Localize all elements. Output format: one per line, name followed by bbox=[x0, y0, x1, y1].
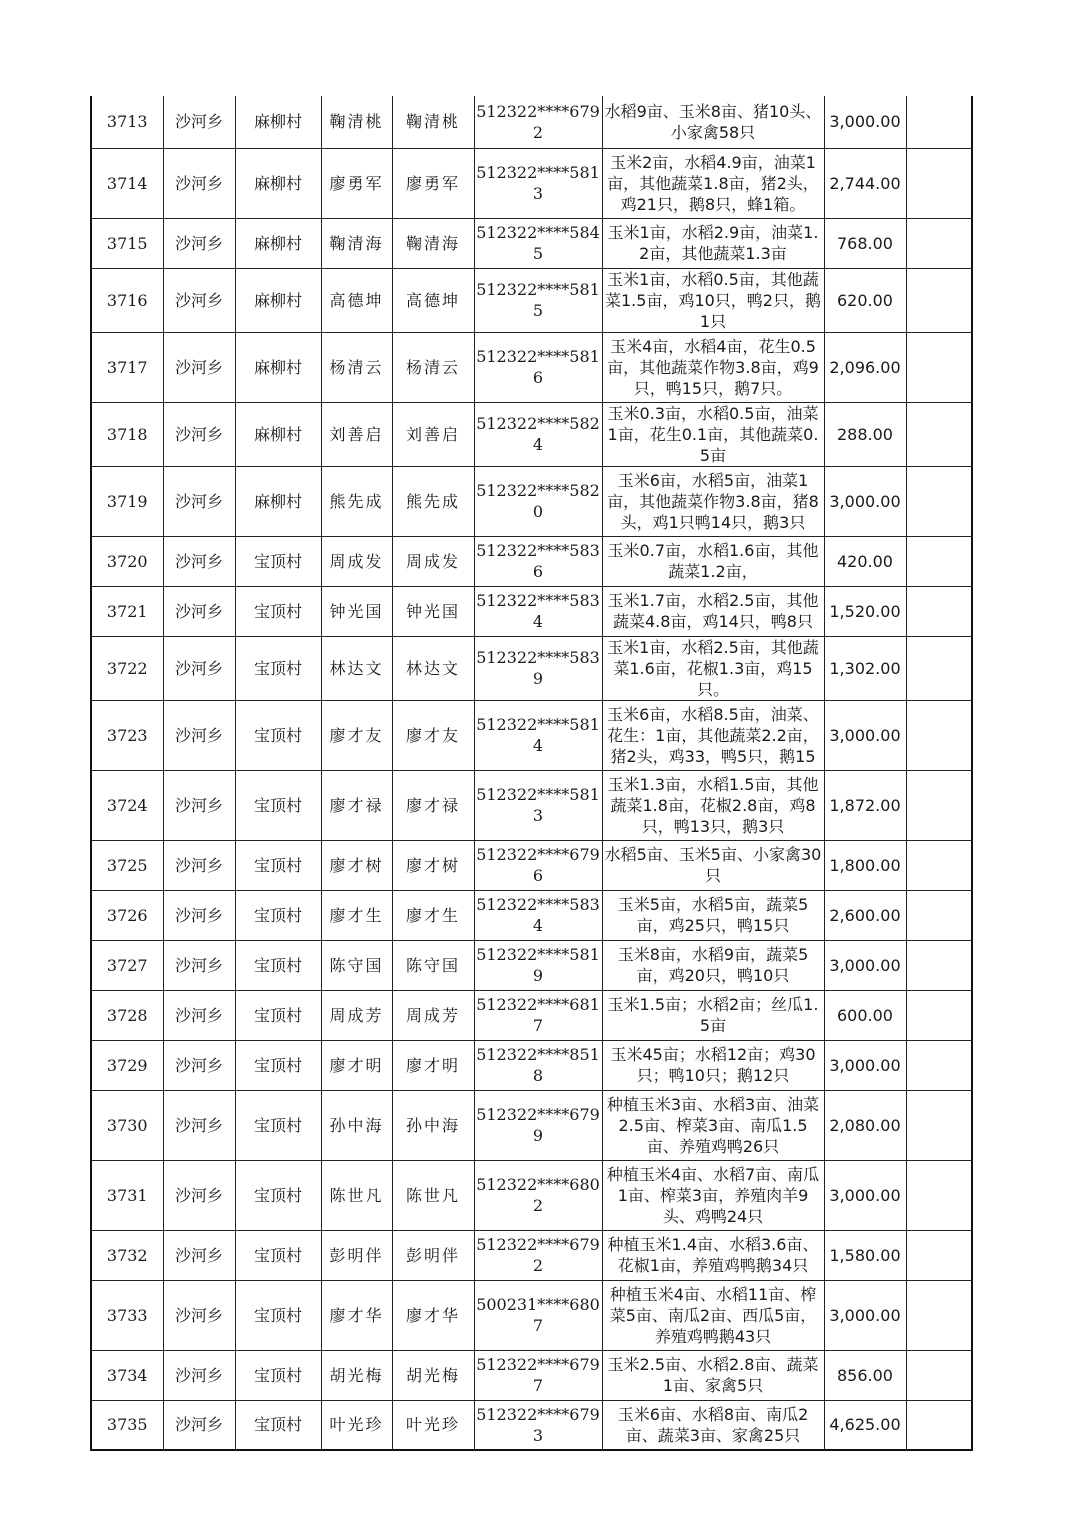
row-number: 3734 bbox=[91, 1350, 163, 1400]
township-cell: 沙河乡 bbox=[163, 1350, 235, 1400]
production-description-cell bbox=[602, 940, 824, 990]
row-number: 3729 bbox=[91, 1040, 163, 1090]
production-description-text: 玉米1亩，水稻2.9亩，油菜1.2亩，其他蔬菜1.3亩 bbox=[607, 223, 819, 263]
row-number: 3718 bbox=[91, 402, 163, 466]
production-description-cell bbox=[602, 218, 824, 268]
id-number-cell: 512322****6817 bbox=[474, 990, 602, 1040]
subsidy-amount-cell: 3,000.00 bbox=[824, 700, 906, 770]
household-name-cell: 孙中海 bbox=[321, 1090, 392, 1160]
village-cell: 宝顶村 bbox=[235, 940, 321, 990]
payee-name-cell: 陈守国 bbox=[392, 940, 474, 990]
production-description-cell bbox=[602, 536, 824, 586]
production-description-text: 玉米1.3亩，水稻1.5亩，其他蔬菜1.8亩，花椒2.8亩，鸡8只，鸭13只，鹅3只 bbox=[607, 774, 819, 836]
remark-cell bbox=[906, 700, 972, 770]
payee-name-cell: 叶光珍 bbox=[392, 1400, 474, 1450]
household-name-cell: 廖才华 bbox=[321, 1280, 392, 1350]
remark-cell bbox=[906, 636, 972, 700]
subsidy-ledger-table bbox=[90, 96, 973, 1451]
production-description-text: 玉米6亩、水稻8亩、南瓜2亩、蔬菜3亩、家禽25只 bbox=[617, 1404, 809, 1445]
village-cell: 麻柳村 bbox=[235, 332, 321, 402]
household-name-cell: 鞠清海 bbox=[321, 218, 392, 268]
production-description-cell bbox=[602, 770, 824, 840]
remark-cell bbox=[906, 990, 972, 1040]
village-cell: 麻柳村 bbox=[235, 96, 321, 148]
village-cell: 宝顶村 bbox=[235, 770, 321, 840]
table-row bbox=[91, 700, 972, 770]
village-cell: 麻柳村 bbox=[235, 268, 321, 332]
remark-cell bbox=[906, 466, 972, 536]
village-cell: 麻柳村 bbox=[235, 466, 321, 536]
production-description-cell bbox=[602, 636, 824, 700]
table-row bbox=[91, 466, 972, 536]
id-number-cell: 512322****5813 bbox=[474, 148, 602, 218]
household-name-cell: 周成发 bbox=[321, 536, 392, 586]
remark-cell bbox=[906, 96, 972, 148]
remark-cell bbox=[906, 940, 972, 990]
payee-name-cell: 廖勇军 bbox=[392, 148, 474, 218]
table-row bbox=[91, 586, 972, 636]
village-cell: 宝顶村 bbox=[235, 636, 321, 700]
production-description-text: 玉米1亩，水稻2.5亩，其他蔬菜1.6亩，花椒1.3亩，鸡15只。 bbox=[607, 637, 819, 699]
production-description-cell bbox=[602, 1400, 824, 1450]
household-name-cell: 胡光梅 bbox=[321, 1350, 392, 1400]
production-description-cell bbox=[602, 1280, 824, 1350]
production-description-text: 玉米1亩，水稻0.5亩，其他蔬菜1.5亩，鸡10只，鸭2只，鹅1只 bbox=[605, 269, 821, 331]
remark-cell bbox=[906, 332, 972, 402]
payee-name-cell: 廖才禄 bbox=[392, 770, 474, 840]
subsidy-amount-cell: 1,580.00 bbox=[824, 1230, 906, 1280]
township-cell: 沙河乡 bbox=[163, 586, 235, 636]
payee-name-cell: 林达文 bbox=[392, 636, 474, 700]
subsidy-amount-cell: 1,302.00 bbox=[824, 636, 906, 700]
subsidy-amount-cell: 3,000.00 bbox=[824, 96, 906, 148]
remark-cell bbox=[906, 148, 972, 218]
household-name-cell: 钟光国 bbox=[321, 586, 392, 636]
remark-cell bbox=[906, 1230, 972, 1280]
id-number-cell: 512322****5845 bbox=[474, 218, 602, 268]
production-description-cell bbox=[602, 1230, 824, 1280]
household-name-cell: 廖才友 bbox=[321, 700, 392, 770]
payee-name-cell: 孙中海 bbox=[392, 1090, 474, 1160]
production-description-cell bbox=[602, 1350, 824, 1400]
id-number-cell: 512322****5820 bbox=[474, 466, 602, 536]
row-number: 3735 bbox=[91, 1400, 163, 1450]
production-description-text: 种植玉米3亩、水稻3亩、油菜2.5亩、榨菜3亩、南瓜1.5亩、养殖鸡鸭26只 bbox=[606, 1094, 820, 1156]
village-cell: 麻柳村 bbox=[235, 218, 321, 268]
township-cell: 沙河乡 bbox=[163, 840, 235, 890]
subsidy-amount-cell: 1,872.00 bbox=[824, 770, 906, 840]
household-name-cell: 廖才树 bbox=[321, 840, 392, 890]
payee-name-cell: 鞠清桃 bbox=[392, 96, 474, 148]
table-row bbox=[91, 636, 972, 700]
township-cell: 沙河乡 bbox=[163, 332, 235, 402]
village-cell: 宝顶村 bbox=[235, 536, 321, 586]
subsidy-amount-cell: 600.00 bbox=[824, 990, 906, 1040]
remark-cell bbox=[906, 1160, 972, 1230]
subsidy-amount-cell: 2,744.00 bbox=[824, 148, 906, 218]
payee-name-cell: 熊先成 bbox=[392, 466, 474, 536]
village-cell: 宝顶村 bbox=[235, 1090, 321, 1160]
payee-name-cell: 廖才生 bbox=[392, 890, 474, 940]
production-description-text: 玉米6亩，水稻8.5亩，油菜、花生：1亩，其他蔬菜2.2亩，猪2头，鸡33，鸭5只，鹅15 bbox=[607, 704, 819, 766]
production-description-text: 玉米1.7亩，水稻2.5亩，其他蔬菜4.8亩，鸡14只，鸭8只 bbox=[607, 591, 819, 631]
id-number-cell: 512322****5813 bbox=[474, 770, 602, 840]
subsidy-amount-cell: 4,625.00 bbox=[824, 1400, 906, 1450]
id-number-cell: 512322****5834 bbox=[474, 586, 602, 636]
remark-cell bbox=[906, 1400, 972, 1450]
household-name-cell: 廖才禄 bbox=[321, 770, 392, 840]
id-number-cell: 512322****6792 bbox=[474, 96, 602, 148]
production-description-text: 种植玉米1.4亩、水稻3.6亩、花椒1亩，养殖鸡鸭鹅34只 bbox=[607, 1235, 819, 1275]
production-description-text: 玉米1.5亩；水稻2亩；丝瓜1.5亩 bbox=[607, 995, 819, 1035]
id-number-cell: 512322****5834 bbox=[474, 890, 602, 940]
household-name-cell: 陈世凡 bbox=[321, 1160, 392, 1230]
township-cell: 沙河乡 bbox=[163, 1230, 235, 1280]
remark-cell bbox=[906, 1280, 972, 1350]
id-number-cell: 512322****5839 bbox=[474, 636, 602, 700]
township-cell: 沙河乡 bbox=[163, 770, 235, 840]
village-cell: 宝顶村 bbox=[235, 890, 321, 940]
row-number: 3714 bbox=[91, 148, 163, 218]
remark-cell bbox=[906, 402, 972, 466]
id-number-cell: 512322****5816 bbox=[474, 332, 602, 402]
table-row bbox=[91, 218, 972, 268]
subsidy-amount-cell: 3,000.00 bbox=[824, 1160, 906, 1230]
township-cell: 沙河乡 bbox=[163, 1040, 235, 1090]
remark-cell bbox=[906, 770, 972, 840]
payee-name-cell: 廖才友 bbox=[392, 700, 474, 770]
village-cell: 宝顶村 bbox=[235, 1160, 321, 1230]
table-row bbox=[91, 1230, 972, 1280]
subsidy-amount-cell: 768.00 bbox=[824, 218, 906, 268]
production-description-text: 种植玉米4亩、水稻7亩、南瓜1亩、榨菜3亩，养殖肉羊9头、鸡鸭24只 bbox=[606, 1164, 820, 1226]
subsidy-amount-cell: 420.00 bbox=[824, 536, 906, 586]
township-cell: 沙河乡 bbox=[163, 148, 235, 218]
remark-cell bbox=[906, 840, 972, 890]
table-row bbox=[91, 536, 972, 586]
payee-name-cell: 周成发 bbox=[392, 536, 474, 586]
table-row bbox=[91, 1400, 972, 1450]
id-number-cell: 512322****6797 bbox=[474, 1350, 602, 1400]
row-number: 3713 bbox=[91, 96, 163, 148]
household-name-cell: 彭明伴 bbox=[321, 1230, 392, 1280]
production-description-cell bbox=[602, 586, 824, 636]
household-name-cell: 熊先成 bbox=[321, 466, 392, 536]
household-name-cell: 陈守国 bbox=[321, 940, 392, 990]
id-number-cell: 512322****6793 bbox=[474, 1400, 602, 1450]
subsidy-amount-cell: 3,000.00 bbox=[824, 940, 906, 990]
household-name-cell: 廖才生 bbox=[321, 890, 392, 940]
id-number-cell: 512322****8518 bbox=[474, 1040, 602, 1090]
id-number-cell: 512322****5814 bbox=[474, 700, 602, 770]
ledger-body bbox=[91, 96, 972, 1450]
remark-cell bbox=[906, 1040, 972, 1090]
subsidy-amount-cell: 2,096.00 bbox=[824, 332, 906, 402]
row-number: 3730 bbox=[91, 1090, 163, 1160]
table-row bbox=[91, 890, 972, 940]
row-number: 3722 bbox=[91, 636, 163, 700]
payee-name-cell: 廖才明 bbox=[392, 1040, 474, 1090]
table-row bbox=[91, 148, 972, 218]
payee-name-cell: 周成芳 bbox=[392, 990, 474, 1040]
village-cell: 麻柳村 bbox=[235, 148, 321, 218]
remark-cell bbox=[906, 890, 972, 940]
row-number: 3716 bbox=[91, 268, 163, 332]
payee-name-cell: 陈世凡 bbox=[392, 1160, 474, 1230]
household-name-cell: 周成芳 bbox=[321, 990, 392, 1040]
remark-cell bbox=[906, 218, 972, 268]
township-cell: 沙河乡 bbox=[163, 940, 235, 990]
subsidy-amount-cell: 2,080.00 bbox=[824, 1090, 906, 1160]
row-number: 3726 bbox=[91, 890, 163, 940]
household-name-cell: 杨清云 bbox=[321, 332, 392, 402]
payee-name-cell: 高德坤 bbox=[392, 268, 474, 332]
township-cell: 沙河乡 bbox=[163, 990, 235, 1040]
production-description-text: 玉米8亩，水稻9亩，蔬菜5亩，鸡20只，鸭10只 bbox=[617, 945, 809, 985]
row-number: 3728 bbox=[91, 990, 163, 1040]
production-description-text: 玉米0.3亩，水稻0.5亩，油菜1亩，花生0.1亩，其他蔬菜0.5亩 bbox=[607, 403, 819, 465]
production-description-cell bbox=[602, 148, 824, 218]
production-description-cell bbox=[602, 402, 824, 466]
payee-name-cell: 彭明伴 bbox=[392, 1230, 474, 1280]
township-cell: 沙河乡 bbox=[163, 1090, 235, 1160]
table-row bbox=[91, 332, 972, 402]
id-number-cell: 512322****5815 bbox=[474, 268, 602, 332]
table-row bbox=[91, 1280, 972, 1350]
row-number: 3721 bbox=[91, 586, 163, 636]
row-number: 3733 bbox=[91, 1280, 163, 1350]
remark-cell bbox=[906, 268, 972, 332]
subsidy-amount-cell: 3,000.00 bbox=[824, 1040, 906, 1090]
household-name-cell: 林达文 bbox=[321, 636, 392, 700]
production-description-text: 玉米0.7亩，水稻1.6亩，其他蔬菜1.2亩， bbox=[607, 541, 819, 581]
production-description-text: 玉米2.5亩、水稻2.8亩、蔬菜1亩、家禽5只 bbox=[607, 1355, 819, 1395]
production-description-cell bbox=[602, 890, 824, 940]
payee-name-cell: 钟光国 bbox=[392, 586, 474, 636]
id-number-cell: 512322****5836 bbox=[474, 536, 602, 586]
payee-name-cell: 廖才树 bbox=[392, 840, 474, 890]
row-number: 3732 bbox=[91, 1230, 163, 1280]
household-name-cell: 廖勇军 bbox=[321, 148, 392, 218]
subsidy-amount-cell: 620.00 bbox=[824, 268, 906, 332]
township-cell: 沙河乡 bbox=[163, 636, 235, 700]
remark-cell bbox=[906, 1350, 972, 1400]
subsidy-amount-cell: 856.00 bbox=[824, 1350, 906, 1400]
production-description-cell bbox=[602, 332, 824, 402]
table-row bbox=[91, 1090, 972, 1160]
township-cell: 沙河乡 bbox=[163, 466, 235, 536]
payee-name-cell: 杨清云 bbox=[392, 332, 474, 402]
production-description-cell bbox=[602, 466, 824, 536]
row-number: 3731 bbox=[91, 1160, 163, 1230]
table-row bbox=[91, 96, 972, 148]
village-cell: 宝顶村 bbox=[235, 1280, 321, 1350]
production-description-text: 水稻5亩、玉米5亩、小家禽30只 bbox=[604, 845, 822, 885]
township-cell: 沙河乡 bbox=[163, 700, 235, 770]
table-row bbox=[91, 1160, 972, 1230]
subsidy-amount-cell: 1,520.00 bbox=[824, 586, 906, 636]
production-description-text: 玉米4亩，水稻4亩，花生0.5亩，其他蔬菜作物3.8亩，鸡9只，鸭15只，鹅7只。 bbox=[607, 336, 819, 398]
id-number-cell: 512322****6796 bbox=[474, 840, 602, 890]
village-cell: 宝顶村 bbox=[235, 700, 321, 770]
payee-name-cell: 胡光梅 bbox=[392, 1350, 474, 1400]
subsidy-amount-cell: 2,600.00 bbox=[824, 890, 906, 940]
township-cell: 沙河乡 bbox=[163, 96, 235, 148]
payee-name-cell: 刘善启 bbox=[392, 402, 474, 466]
id-number-cell: 512322****5824 bbox=[474, 402, 602, 466]
table-row bbox=[91, 402, 972, 466]
row-number: 3715 bbox=[91, 218, 163, 268]
production-description-cell bbox=[602, 1040, 824, 1090]
production-description-text: 玉米5亩，水稻5亩，蔬菜5亩，鸡25只，鸭15只 bbox=[617, 895, 809, 935]
table-row bbox=[91, 990, 972, 1040]
payee-name-cell: 鞠清海 bbox=[392, 218, 474, 268]
production-description-text: 水稻9亩、玉米8亩、猪10头、小家禽58只 bbox=[604, 101, 822, 142]
village-cell: 宝顶村 bbox=[235, 990, 321, 1040]
village-cell: 宝顶村 bbox=[235, 840, 321, 890]
remark-cell bbox=[906, 536, 972, 586]
township-cell: 沙河乡 bbox=[163, 268, 235, 332]
village-cell: 宝顶村 bbox=[235, 1230, 321, 1280]
village-cell: 宝顶村 bbox=[235, 586, 321, 636]
subsidy-amount-cell: 3,000.00 bbox=[824, 1280, 906, 1350]
row-number: 3717 bbox=[91, 332, 163, 402]
production-description-text: 玉米45亩；水稻12亩；鸡30只；鸭10只；鹅12只 bbox=[610, 1045, 816, 1085]
township-cell: 沙河乡 bbox=[163, 402, 235, 466]
township-cell: 沙河乡 bbox=[163, 536, 235, 586]
township-cell: 沙河乡 bbox=[163, 1160, 235, 1230]
production-description-cell bbox=[602, 990, 824, 1040]
table-row bbox=[91, 940, 972, 990]
production-description-text: 种植玉米4亩、水稻11亩、榨菜5亩、南瓜2亩、西瓜5亩，养殖鸡鸭鹅43只 bbox=[609, 1284, 817, 1346]
village-cell: 麻柳村 bbox=[235, 402, 321, 466]
id-number-cell: 500231****6807 bbox=[474, 1280, 602, 1350]
production-description-cell bbox=[602, 96, 824, 148]
id-number-cell: 512322****6802 bbox=[474, 1160, 602, 1230]
subsidy-amount-cell: 1,800.00 bbox=[824, 840, 906, 890]
village-cell: 宝顶村 bbox=[235, 1400, 321, 1450]
production-description-text: 玉米6亩，水稻5亩，油菜1亩，其他蔬菜作物3.8亩，猪8头，鸡1只鸭14只，鹅3只 bbox=[607, 470, 819, 532]
remark-cell bbox=[906, 1090, 972, 1160]
table-row bbox=[91, 1350, 972, 1400]
township-cell: 沙河乡 bbox=[163, 890, 235, 940]
payee-name-cell: 廖才华 bbox=[392, 1280, 474, 1350]
subsidy-amount-cell: 3,000.00 bbox=[824, 466, 906, 536]
production-description-cell bbox=[602, 700, 824, 770]
township-cell: 沙河乡 bbox=[163, 218, 235, 268]
household-name-cell: 鞠清桃 bbox=[321, 96, 392, 148]
township-cell: 沙河乡 bbox=[163, 1400, 235, 1450]
production-description-cell bbox=[602, 1160, 824, 1230]
production-description-cell bbox=[602, 1090, 824, 1160]
production-description-cell bbox=[602, 268, 824, 332]
table-row bbox=[91, 268, 972, 332]
id-number-cell: 512322****6799 bbox=[474, 1090, 602, 1160]
household-name-cell: 叶光珍 bbox=[321, 1400, 392, 1450]
household-name-cell: 刘善启 bbox=[321, 402, 392, 466]
village-cell: 宝顶村 bbox=[235, 1040, 321, 1090]
subsidy-amount-cell: 288.00 bbox=[824, 402, 906, 466]
remark-cell bbox=[906, 586, 972, 636]
row-number: 3725 bbox=[91, 840, 163, 890]
household-name-cell: 高德坤 bbox=[321, 268, 392, 332]
township-cell: 沙河乡 bbox=[163, 1280, 235, 1350]
id-number-cell: 512322****5819 bbox=[474, 940, 602, 990]
row-number: 3727 bbox=[91, 940, 163, 990]
household-name-cell: 廖才明 bbox=[321, 1040, 392, 1090]
row-number: 3724 bbox=[91, 770, 163, 840]
row-number: 3720 bbox=[91, 536, 163, 586]
table-row bbox=[91, 1040, 972, 1090]
production-description-text: 玉米2亩，水稻4.9亩，油菜1亩，其他蔬菜1.8亩，猪2头，鸡21只，鹅8只，蜂1箱。 bbox=[607, 152, 819, 214]
row-number: 3719 bbox=[91, 466, 163, 536]
table-row bbox=[91, 840, 972, 890]
table-row bbox=[91, 770, 972, 840]
village-cell: 宝顶村 bbox=[235, 1350, 321, 1400]
row-number: 3723 bbox=[91, 700, 163, 770]
production-description-cell bbox=[602, 840, 824, 890]
id-number-cell: 512322****6792 bbox=[474, 1230, 602, 1280]
